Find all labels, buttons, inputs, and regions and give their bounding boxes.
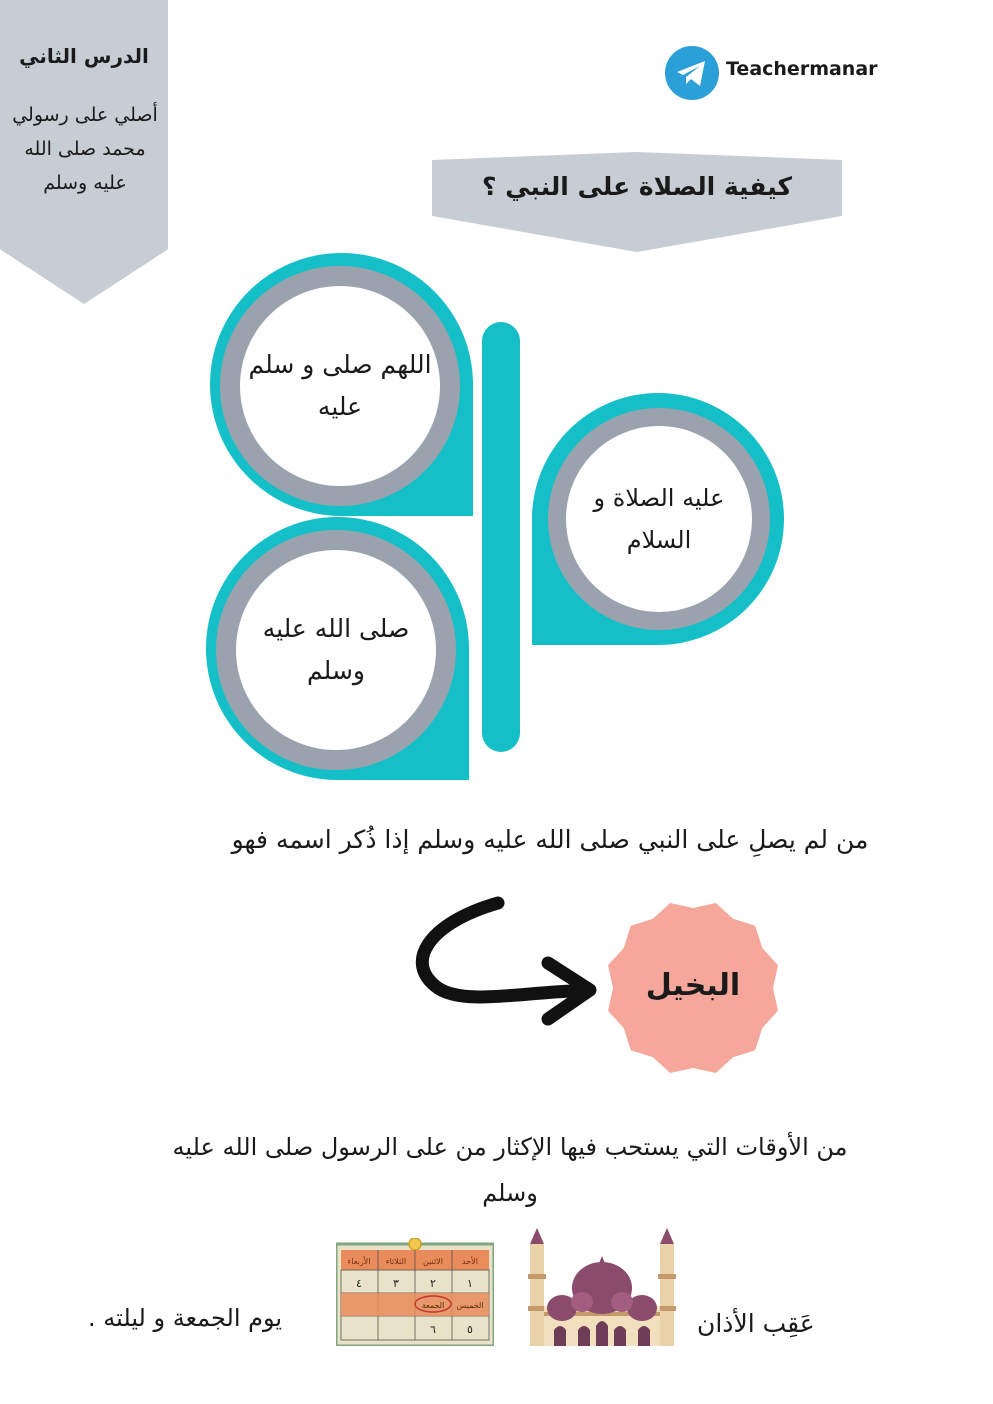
calendar-cell: الجمعة bbox=[421, 1301, 445, 1310]
page-heading: كيفية الصلاة على النبي ؟ bbox=[482, 172, 792, 201]
heading-ribbon bbox=[432, 152, 842, 252]
calendar-header: الثلاثاء bbox=[385, 1257, 407, 1266]
calendar-header: الأربعاء bbox=[347, 1257, 371, 1266]
salutation-2: عليه الصلاة و السلام bbox=[566, 426, 752, 612]
curved-arrow-icon bbox=[408, 893, 608, 1033]
calendar-header: الاثنين bbox=[423, 1257, 443, 1266]
times-intro: من الأوقات التي يستحب فيها الإكثار من على الرسول صلى الله عليه وسلم bbox=[172, 1133, 848, 1207]
calendar-icon bbox=[336, 1238, 494, 1346]
mosque-icon bbox=[526, 1226, 678, 1346]
result-label: البخيل bbox=[645, 968, 741, 1003]
stingy-sentence: من لم يصلِ على النبي صلى الله عليه وسلم إذا ذُكر اسمه فهو bbox=[231, 825, 869, 854]
calendar-header: الأحد bbox=[462, 1257, 478, 1266]
calendar-cell: ٣ bbox=[393, 1277, 399, 1290]
calendar-cell: ١ bbox=[467, 1277, 473, 1290]
telegram-icon[interactable] bbox=[665, 46, 719, 100]
salutation-1: اللهم صلى و سلم عليه bbox=[240, 286, 440, 486]
friday-label: يوم الجمعة و ليلته . bbox=[88, 1304, 283, 1332]
lesson-label: الدرس الثاني bbox=[19, 44, 149, 68]
calendar-cell: ٤ bbox=[356, 1277, 362, 1290]
telegram-handle[interactable]: Teachermanar bbox=[726, 58, 878, 80]
calendar-cell: الخميس bbox=[456, 1301, 484, 1310]
calendar-cell: ٦ bbox=[430, 1323, 436, 1336]
lesson-title: أصلي على رسولي محمد صلى الله عليه وسلم bbox=[12, 104, 158, 194]
calendar-cell: ٥ bbox=[467, 1323, 473, 1336]
calendar-cell: ٢ bbox=[430, 1277, 436, 1290]
vertical-connector-bar bbox=[482, 322, 520, 752]
after-adhan-label: عَقِب الأذان bbox=[697, 1309, 815, 1338]
salutation-3: صلى الله عليه وسلم bbox=[236, 550, 436, 750]
